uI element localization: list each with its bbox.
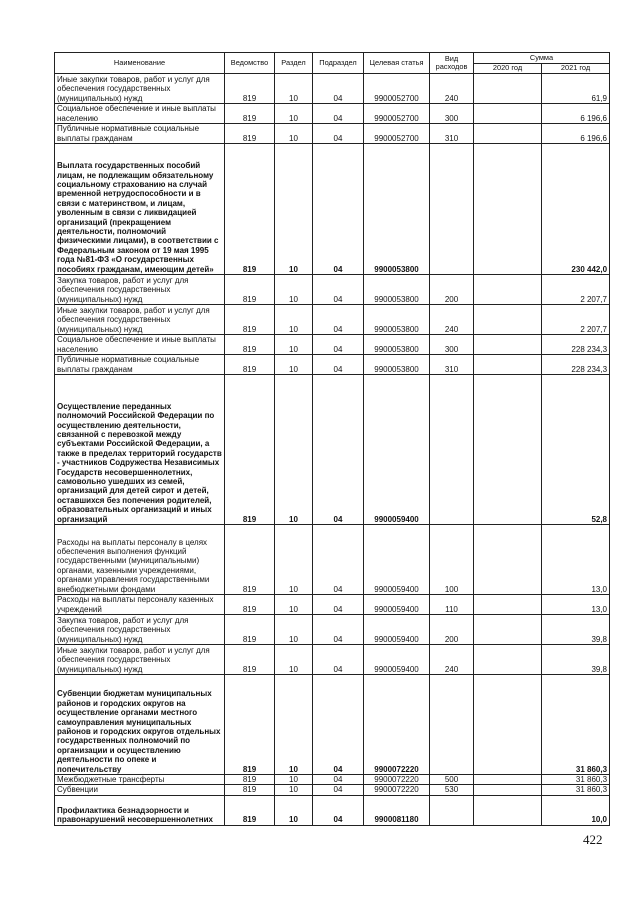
- cell-target-article: 9900059400: [364, 525, 430, 595]
- cell-target-article: 9900052700: [364, 74, 430, 104]
- cell-target-article: 9900059400: [364, 595, 430, 615]
- cell-expense-type: 530: [430, 785, 474, 795]
- cell-expense-type: 240: [430, 74, 474, 104]
- cell-vedomstvo: 819: [225, 675, 275, 775]
- cell-sum-2020: [474, 355, 542, 375]
- cell-target-article: 9900072220: [364, 675, 430, 775]
- cell-sum-2021: 2 207,7: [542, 305, 610, 335]
- cell-vedomstvo: 819: [225, 785, 275, 795]
- header-target-article: Целевая статья: [364, 53, 430, 74]
- cell-sum-2020: [474, 525, 542, 595]
- cell-name: Публичные нормативные социальные выплаты гражданам: [55, 355, 225, 375]
- cell-podrazdel: 04: [313, 104, 364, 124]
- cell-expense-type: 100: [430, 525, 474, 595]
- cell-podrazdel: 04: [313, 645, 364, 675]
- cell-razdel: 10: [275, 795, 313, 825]
- cell-razdel: 10: [275, 595, 313, 615]
- table-row: [55, 525, 610, 595]
- cell-sum-2020: [474, 305, 542, 335]
- cell-sum-2020: [474, 104, 542, 124]
- cell-podrazdel: 04: [313, 335, 364, 355]
- table-row: [55, 124, 610, 144]
- cell-sum-2021: 13,0: [542, 595, 610, 615]
- page-number: 422: [583, 832, 603, 847]
- cell-vedomstvo: 819: [225, 375, 275, 525]
- cell-expense-type: 310: [430, 124, 474, 144]
- cell-target-article: 9900059400: [364, 615, 430, 645]
- cell-sum-2021: 13,0: [542, 525, 610, 595]
- cell-name: Субвенции бюджетам муниципальных районов и городских округов на осуществление органами местного самоуправления муниципальных районов и городских округов отдельных государственных полномочий по организации и осуществлению деятельности по опеке и попечительству: [55, 675, 225, 775]
- cell-name: Иные закупки товаров, работ и услуг для обеспечения государственных (муниципальных) нужд: [55, 305, 225, 335]
- cell-sum-2020: [474, 275, 542, 305]
- cell-expense-type: 200: [430, 275, 474, 305]
- cell-podrazdel: 04: [313, 795, 364, 825]
- cell-name: Иные закупки товаров, работ и услуг для обеспечения государственных (муниципальных) нужд: [55, 74, 225, 104]
- header-year-2020: 2020 год: [474, 64, 542, 74]
- table-row: [55, 355, 610, 375]
- cell-sum-2021: 230 442,0: [542, 144, 610, 275]
- cell-name: Межбюджетные трансферты: [55, 775, 225, 785]
- cell-target-article: 9900072220: [364, 775, 430, 785]
- header-vedomstvo: Ведомство: [225, 53, 275, 74]
- table-row: [55, 144, 610, 275]
- cell-vedomstvo: 819: [225, 775, 275, 785]
- cell-target-article: 9900052700: [364, 104, 430, 124]
- cell-podrazdel: 04: [313, 74, 364, 104]
- cell-expense-type: [430, 795, 474, 825]
- header-expense-type: Вид расходов: [430, 53, 474, 74]
- cell-razdel: 10: [275, 144, 313, 275]
- cell-expense-type: [430, 375, 474, 525]
- cell-podrazdel: 04: [313, 124, 364, 144]
- cell-name: Профилактика безнадзорности и правонарушений несовершеннолетних: [55, 795, 225, 825]
- cell-razdel: 10: [275, 675, 313, 775]
- cell-name: Выплата государственных пособий лицам, не подлежащим обязательному социальному страхованию на случай временной нетрудоспособности и в связи с материнством, и лицам, уволенным в связи с ликвидацией организаций (прекращением деятельности, полномочий физическими лицами), в соответствии с Федеральным законом от 19 мая 1995 года №81-ФЗ «О государственных пособиях гражданам, имеющим детей»: [55, 144, 225, 275]
- cell-podrazdel: 04: [313, 144, 364, 275]
- cell-sum-2021: 31 860,3: [542, 775, 610, 785]
- cell-target-article: 9900052700: [364, 124, 430, 144]
- table-row: [55, 375, 610, 525]
- budget-table: [54, 52, 610, 826]
- cell-sum-2021: 228 234,3: [542, 355, 610, 375]
- cell-sum-2021: 2 207,7: [542, 275, 610, 305]
- cell-vedomstvo: 819: [225, 645, 275, 675]
- cell-razdel: 10: [275, 645, 313, 675]
- cell-target-article: 9900053800: [364, 335, 430, 355]
- header-sum: Сумма: [474, 53, 610, 64]
- cell-razdel: 10: [275, 104, 313, 124]
- cell-target-article: 9900081180: [364, 795, 430, 825]
- table-row: [55, 275, 610, 305]
- table-row: [55, 795, 610, 825]
- cell-razdel: 10: [275, 124, 313, 144]
- cell-sum-2021: 6 196,6: [542, 124, 610, 144]
- cell-sum-2021: 228 234,3: [542, 335, 610, 355]
- cell-vedomstvo: 819: [225, 104, 275, 124]
- cell-name: Расходы на выплаты персоналу в целях обеспечения выполнения функций государственными (муниципальными) органами, казенными учреждениями, органами управления государственными внебюджетными фондами: [55, 525, 225, 595]
- cell-expense-type: 500: [430, 775, 474, 785]
- table-body: [55, 74, 610, 826]
- header-razdel: Раздел: [275, 53, 313, 74]
- cell-vedomstvo: 819: [225, 74, 275, 104]
- cell-vedomstvo: 819: [225, 335, 275, 355]
- table-row: [55, 595, 610, 615]
- table-row: [55, 785, 610, 795]
- cell-target-article: 9900072220: [364, 785, 430, 795]
- cell-podrazdel: 04: [313, 305, 364, 335]
- table-row: [55, 675, 610, 775]
- cell-sum-2020: [474, 595, 542, 615]
- cell-podrazdel: 04: [313, 675, 364, 775]
- cell-sum-2020: [474, 775, 542, 785]
- cell-expense-type: 240: [430, 645, 474, 675]
- cell-name: Закупка товаров, работ и услуг для обеспечения государственных (муниципальных) нужд: [55, 275, 225, 305]
- cell-target-article: 9900053800: [364, 355, 430, 375]
- cell-name: Закупка товаров, работ и услуг для обеспечения государственных (муниципальных) нужд: [55, 615, 225, 645]
- cell-podrazdel: 04: [313, 775, 364, 785]
- cell-sum-2020: [474, 335, 542, 355]
- cell-target-article: 9900053800: [364, 305, 430, 335]
- header-podrazdel: Подраздел: [313, 53, 364, 74]
- cell-podrazdel: 04: [313, 525, 364, 595]
- cell-expense-type: [430, 144, 474, 275]
- cell-podrazdel: 04: [313, 615, 364, 645]
- cell-sum-2020: [474, 675, 542, 775]
- table-row: [55, 775, 610, 785]
- cell-vedomstvo: 819: [225, 615, 275, 645]
- cell-sum-2020: [474, 795, 542, 825]
- table-row: [55, 615, 610, 645]
- cell-expense-type: [430, 675, 474, 775]
- cell-vedomstvo: 819: [225, 595, 275, 615]
- cell-sum-2021: 52,8: [542, 375, 610, 525]
- cell-target-article: 9900053800: [364, 144, 430, 275]
- cell-sum-2020: [474, 785, 542, 795]
- cell-podrazdel: 04: [313, 785, 364, 795]
- cell-name: Публичные нормативные социальные выплаты гражданам: [55, 124, 225, 144]
- cell-razdel: 10: [275, 335, 313, 355]
- cell-name: Социальное обеспечение и иные выплаты населению: [55, 335, 225, 355]
- cell-sum-2021: 31 860,3: [542, 785, 610, 795]
- cell-podrazdel: 04: [313, 375, 364, 525]
- cell-sum-2021: 39,8: [542, 615, 610, 645]
- table-row: [55, 74, 610, 104]
- cell-vedomstvo: 819: [225, 124, 275, 144]
- cell-razdel: 10: [275, 305, 313, 335]
- cell-razdel: 10: [275, 275, 313, 305]
- cell-expense-type: 300: [430, 104, 474, 124]
- cell-sum-2021: 39,8: [542, 645, 610, 675]
- cell-expense-type: 240: [430, 305, 474, 335]
- cell-target-article: 9900059400: [364, 375, 430, 525]
- cell-name: Социальное обеспечение и иные выплаты населению: [55, 104, 225, 124]
- cell-podrazdel: 04: [313, 595, 364, 615]
- table-row: [55, 305, 610, 335]
- cell-sum-2020: [474, 144, 542, 275]
- cell-name: Осуществление переданных полномочий Российской Федерации по осуществлению деятельности, связанной с перевозкой между субъектами Российской Федерации, а также в пределах территорий государств - участников Содружества Независимых Государств несовершеннолетних, самовольно ушедших из семей, организаций для детей сирот и детей, оставшихся без попечения родителей, образовательных организаций и иных организаций: [55, 375, 225, 525]
- table-row: [55, 104, 610, 124]
- cell-razdel: 10: [275, 615, 313, 645]
- cell-sum-2020: [474, 74, 542, 104]
- header-name: Наименование: [55, 53, 225, 74]
- cell-razdel: 10: [275, 355, 313, 375]
- cell-vedomstvo: 819: [225, 355, 275, 375]
- cell-name: Субвенции: [55, 785, 225, 795]
- cell-expense-type: 200: [430, 615, 474, 645]
- cell-podrazdel: 04: [313, 355, 364, 375]
- table-row: [55, 335, 610, 355]
- cell-name: Иные закупки товаров, работ и услуг для обеспечения государственных (муниципальных) нужд: [55, 645, 225, 675]
- cell-sum-2020: [474, 615, 542, 645]
- cell-razdel: 10: [275, 785, 313, 795]
- cell-sum-2020: [474, 645, 542, 675]
- table-row: [55, 645, 610, 675]
- cell-razdel: 10: [275, 375, 313, 525]
- cell-expense-type: 110: [430, 595, 474, 615]
- cell-vedomstvo: 819: [225, 795, 275, 825]
- cell-sum-2020: [474, 124, 542, 144]
- cell-sum-2021: 31 860,3: [542, 675, 610, 775]
- cell-target-article: 9900053800: [364, 275, 430, 305]
- cell-vedomstvo: 819: [225, 525, 275, 595]
- cell-vedomstvo: 819: [225, 144, 275, 275]
- header-year-2021: 2021 год: [542, 64, 610, 74]
- cell-razdel: 10: [275, 775, 313, 785]
- cell-vedomstvo: 819: [225, 305, 275, 335]
- cell-sum-2020: [474, 375, 542, 525]
- cell-expense-type: 300: [430, 335, 474, 355]
- cell-sum-2021: 6 196,6: [542, 104, 610, 124]
- cell-podrazdel: 04: [313, 275, 364, 305]
- cell-sum-2021: 61,9: [542, 74, 610, 104]
- cell-vedomstvo: 819: [225, 275, 275, 305]
- cell-sum-2021: 10,0: [542, 795, 610, 825]
- cell-razdel: 10: [275, 525, 313, 595]
- cell-target-article: 9900059400: [364, 645, 430, 675]
- cell-expense-type: 310: [430, 355, 474, 375]
- cell-razdel: 10: [275, 74, 313, 104]
- cell-name: Расходы на выплаты персоналу казенных учреждений: [55, 595, 225, 615]
